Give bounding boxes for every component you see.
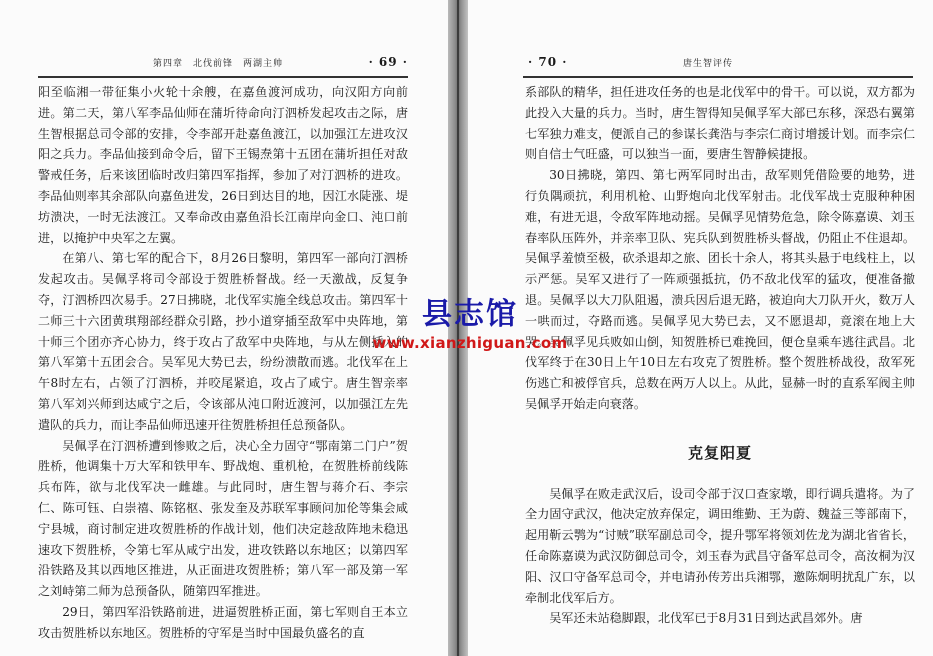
paragraph: 吴军还未站稳脚跟，北伐军已于8月31日到达武昌郊外。唐 — [549, 611, 863, 626]
book-gutter — [448, 0, 468, 656]
paragraph: 吴佩孚在败走武汉后，设司令部于汉口查家墩，即行调兵遣将。为了全力固守武汉，他决定放弃保定，调田维勤、王为蔚、魏益三等部南下，起用靳云鹗为“讨贼”联军副总司令，提升鄂军将领刘佐龙为湖北省省长，任命陈嘉谟为武汉防御总司令，刘玉春为武昌守备军总司令，高汝桐为汉阳、汉口守备军总司令，并电请孙传芳出兵湘鄂，邀陈炯明扰乱广东，以牵制北伐军后方。 — [525, 486, 915, 605]
header-rule — [38, 76, 408, 78]
paragraph: 阳至临湘一带征集小火轮十余艘，在嘉鱼渡河成功，向汉阳方向前进。第二天，第八军李品仙师在蒲圻待命向汀泗桥发起攻击之际，唐生智根据总司令部的安排，令李部开赴嘉鱼渡江，以加强江左进攻汉阳之兵力。李品仙接到命令后，留下王锡焘第十五团在蒲圻担任对敌警戒任务，后来该团临时改归第四军指挥，参加了对汀泗桥的进攻。李品仙则率其余部队向嘉鱼进发，26日到达目的地，因江水陡涨、堤坊溃决，一时无法渡江。又奉命改由嘉鱼沿长江南岸向金口、沌口前进，以掩护中央军之左翼。 — [38, 85, 408, 245]
right-page-number: · 70 · — [528, 55, 568, 69]
section-title: 克复阳夏 — [687, 443, 752, 462]
watermark-url: www.xianzhiguan.com — [372, 334, 568, 352]
header-rule — [523, 76, 913, 78]
chapter-header: 第四章 北伐前锋 两湖主帅 — [153, 58, 284, 69]
right-page — [468, 0, 933, 656]
watermark-title: 县志馆 — [422, 297, 518, 332]
left-running-head — [38, 52, 408, 72]
paragraph: 在第八、第七军的配合下，8月26日黎明，第四军一部向汀泗桥发起攻击。吴佩孚将司令部设于贺胜桥督战。经一天激战，反复争夺，汀泗桥四次易手。27日拂晓，北伐军实施全线总攻击。第四军十二师三十六团黄琪翔部经群众引路，抄小道穿插至敌军中央阵地，第十师三个团亦齐心协力，终于攻占了敌军中央阵地，与从左侧插入的第八军第十五团会合。吴军见大势已去，纷纷溃散而逃。北伐军在上午8时左右，占领了汀泗桥，并咬尾紧追，攻占了咸宁。唐生智亲率第八军刘兴师到达咸宁之后，令该部从沌口附近渡河，以加强江左先遣队的兵力，而让李品仙师迅速开往贺胜桥担任总预备队。 — [38, 251, 408, 432]
paragraph: 30日拂晓，第四、第七两军同时出击，敌军则凭借险要的地势，进行负隅顽抗，利用机枪、山野炮向北伐军射击。北伐军战士克服种种困难，有进无退，令敌军阵地动摇。吴佩孚见情势危急，除令陈嘉谟、刘玉春率队压阵外，并亲率卫队、宪兵队到贺胜桥头督战，仍阻止不住退却。吴佩孚羞愤至极，砍杀退却之旅、团长十余人，将其头悬于电线柱上，以示严惩。吴军又进行了一阵顽强抵抗，仍不敌北伐军的猛攻，便准备撤退。吴佩孚以大刀队阻遏，溃兵因后退无路，被迫向大刀队开火，数万人一哄而过，夺路而逃。吴佩孚见大势已去，又不愿退却，竟滚在地上大哭。吴佩孚见兵败如山倒，知贺胜桥已难挽回，便仓皇乘车逃往武昌。北伐军终于在30日上午10日左右攻克了贺胜桥。整个贺胜桥战役，敌军死伤逃亡和被俘官兵，总数在两万人以上。从此，显赫一时的直系军阀主帅吴佩孚开始走向衰落。 — [525, 168, 915, 411]
right-running-head — [528, 52, 903, 72]
left-body-text — [38, 82, 408, 644]
paragraph: 29日，第四军沿铁路前进，进逼贺胜桥正面，第七军则自王本立攻击贺胜桥以东地区。贺胜桥的守军是当时中国最负盛名的直 — [38, 604, 408, 640]
book-header: 唐生智评传 — [683, 58, 734, 69]
paragraph: 系部队的精华，担任进攻任务的也是北伐军中的骨干。可以说，双方都为此投入大量的兵力。当时，唐生智得知吴佩孚军大部已东移，深恐右翼第七军独力难支，便派自己的参谋长龚浩与李宗仁商讨增援计划。而李宗仁则自信士气旺盛，可以独当一面，要唐生智静候捷报。 — [525, 85, 915, 162]
gutter-seam — [457, 0, 459, 656]
paragraph: 吴佩孚在汀泗桥遭到惨败之后，决心全力固守“鄂南第二门户”贺胜桥，他调集十万大军和铁甲车、野战炮、重机枪，在贺胜桥前线陈兵布阵，欲与北伐军决一雌雄。与此同时，唐生智与蒋介石、李宗仁、陈可钰、白崇禧、陈铭枢、张发奎及苏联军事顾问加伦等集会咸宁县城，商讨制定进攻贺胜桥的作战计划，他们决定趁敌阵地未稳迅速攻下贺胜桥，令第七军从咸宁出发，进攻铁路以东地区；以第四军沿铁路及其以西地区推进，从正面进攻贺胜桥；第八军一部及第一军之刘峙第二师为总预备队，随第四军推进。 — [38, 438, 408, 599]
left-page — [0, 0, 448, 656]
left-page-number: · 69 · — [368, 55, 408, 69]
right-body-text — [525, 82, 915, 629]
